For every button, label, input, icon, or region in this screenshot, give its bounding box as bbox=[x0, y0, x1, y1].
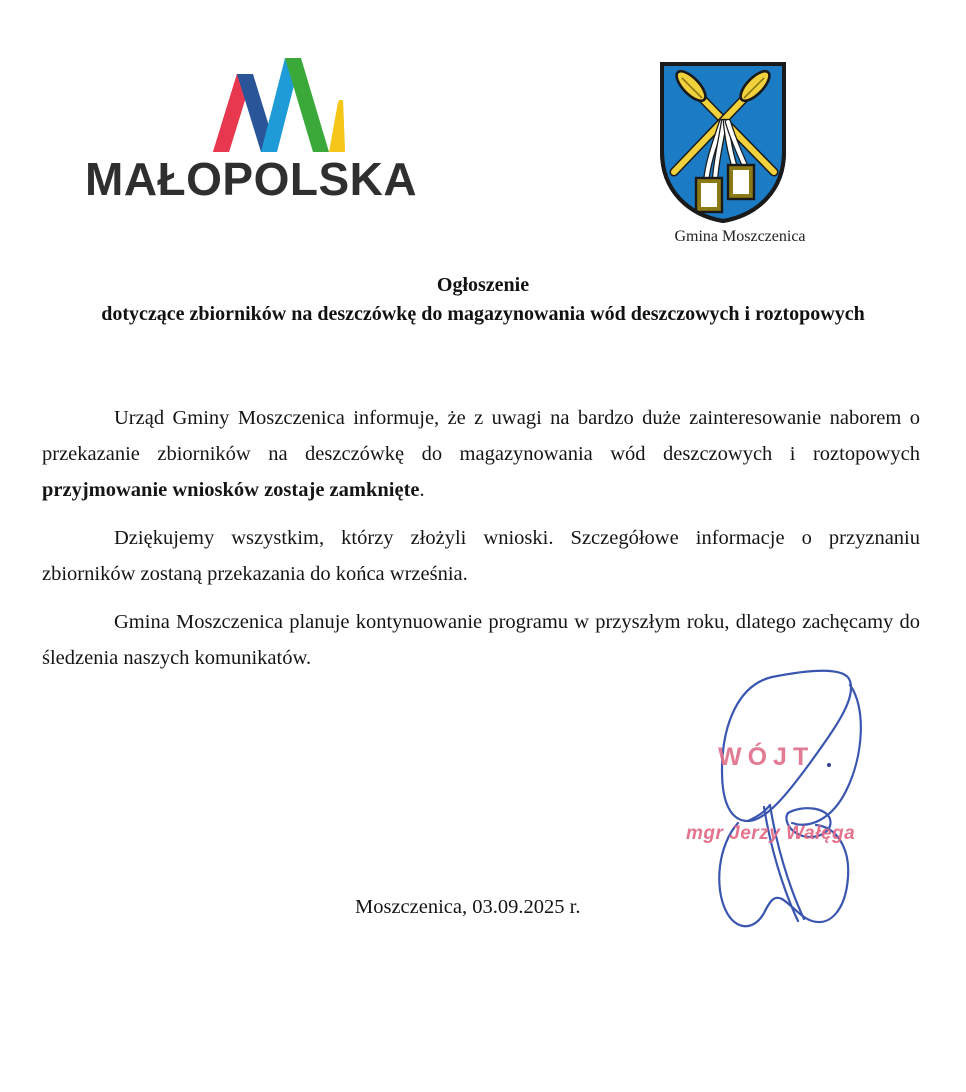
signature-block bbox=[660, 655, 900, 945]
malopolska-mountain-m-icon bbox=[193, 44, 373, 154]
page-subtitle: dotyczące zbiorników na deszczówkę do magazynowania wód deszczowych i roztopowych bbox=[101, 303, 865, 325]
place-and-date: Moszczenica, 03.09.2025 r. bbox=[355, 896, 581, 918]
paragraph-1 bbox=[42, 400, 920, 508]
stamp-name: mgr Jerzy Wałęga bbox=[686, 823, 856, 844]
coat-of-arms-icon bbox=[658, 60, 788, 225]
paragraph-3: Gmina Moszczenica planuje kontynuowanie programu w przyszłym roku, dlatego zachęcamy do śledzenia naszych komunikatów. bbox=[42, 611, 920, 669]
page-title: Ogłoszenie bbox=[436, 274, 530, 296]
paragraph-1-text-before-bold: Urząd Gminy Moszczenica informuje, że z uwagi na bardzo duże zainteresowanie naborem o przekazanie zbiorników na deszczówkę do magazynowania wód deszczowych i roztopowych bbox=[42, 407, 920, 465]
handwritten-signature-icon bbox=[660, 655, 900, 945]
document-body bbox=[42, 400, 920, 678]
document-title-block bbox=[0, 272, 966, 328]
stamp-title: WÓJT bbox=[718, 743, 815, 771]
paragraph-1-text-after-bold: . bbox=[419, 479, 425, 501]
document-header bbox=[0, 0, 966, 258]
stamp-dot bbox=[827, 763, 831, 767]
malopolska-wordmark: MAŁOPOLSKA bbox=[85, 153, 418, 205]
paragraph-1-bold-phrase: przyjmowanie wniosków zostaje zamknięte bbox=[42, 479, 420, 501]
paragraph-2: Dziękujemy wszystkim, którzy złożyli wnioski. Szczegółowe informacje o przyznaniu zbiorników zostaną przekazania do końca września. bbox=[42, 527, 920, 585]
gmina-moszczenica-emblem bbox=[640, 50, 840, 250]
gmina-caption: Gmina Moszczenica bbox=[674, 228, 806, 245]
malopolska-logo bbox=[85, 44, 418, 209]
